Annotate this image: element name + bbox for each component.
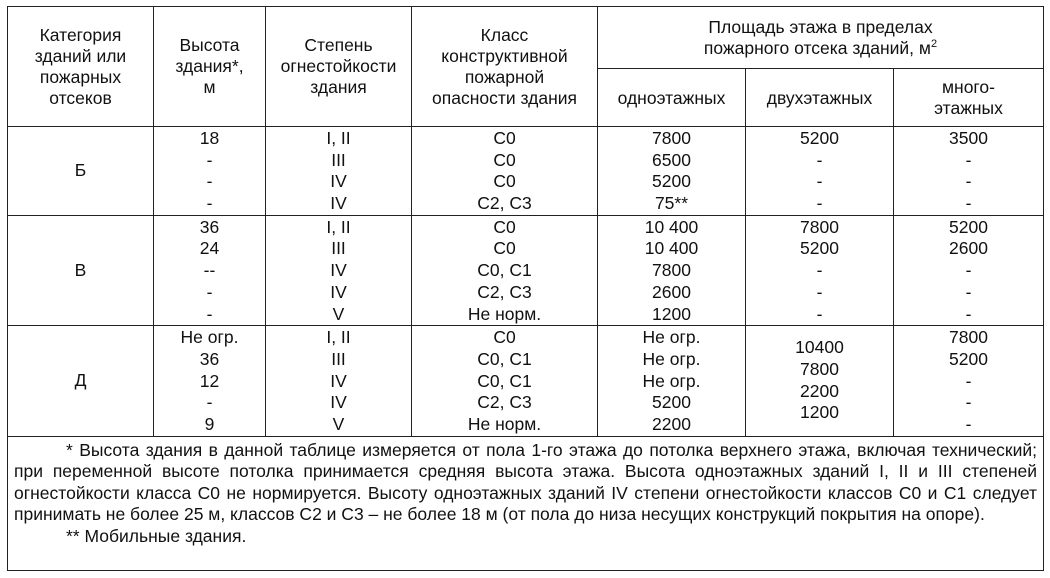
cell-value: - xyxy=(816,303,823,324)
cell-value: 36 xyxy=(199,348,220,369)
header-category-line: отсеков xyxy=(49,87,112,108)
notes-cell xyxy=(8,436,1044,570)
cell-value: - xyxy=(816,260,823,281)
cell-value: -- xyxy=(203,260,216,281)
fire-compartment-table xyxy=(7,6,1044,571)
cell-value: Не норм. xyxy=(467,413,542,434)
header-floor-area xyxy=(598,7,1044,69)
header-category xyxy=(8,7,154,127)
cell-value: - xyxy=(816,281,823,302)
cell-value: С0 xyxy=(493,171,516,192)
cell-value: - xyxy=(206,193,213,214)
header-floor-area-line xyxy=(598,38,1043,59)
table-row-group-d xyxy=(8,326,1044,436)
header-fire-resistance-line: Степень xyxy=(304,35,373,55)
cell-value: 5200 xyxy=(652,171,691,192)
cell-value: III xyxy=(331,149,346,170)
cell-value: С2, С3 xyxy=(477,193,532,214)
category-cell: В xyxy=(8,215,154,325)
cell-value: 7800 xyxy=(800,358,839,379)
header-fire-resistance-line: здания xyxy=(310,77,367,97)
document-page xyxy=(7,6,1043,566)
cell-value: I, II xyxy=(326,327,351,348)
cell-value: Не норм. xyxy=(467,303,542,324)
cell-value: 5200 xyxy=(949,348,988,369)
cell-value: - xyxy=(965,370,972,391)
cell-value: С0 xyxy=(493,238,516,259)
cell-value: 5200 xyxy=(652,392,691,413)
degree-cell xyxy=(266,215,412,325)
cell-value: - xyxy=(965,413,972,434)
table-row-group-b xyxy=(8,127,1044,216)
footnote-mobile: ** Мобильные здания. xyxy=(66,525,247,546)
cell-value: I, II xyxy=(326,216,351,237)
cell-value: 7800 xyxy=(800,216,839,237)
two-storey-cell xyxy=(746,326,894,436)
one-storey-cell xyxy=(598,326,746,436)
cell-value: - xyxy=(206,171,213,192)
cell-value: IV xyxy=(330,281,347,302)
two-storey-values xyxy=(746,327,893,424)
cell-value: Не огр. xyxy=(642,327,701,348)
cell-value: 5200 xyxy=(800,238,839,259)
cell-value: - xyxy=(965,303,972,324)
height-cell xyxy=(154,215,266,325)
multi-storey-cell xyxy=(894,127,1044,216)
multi-storey-cell xyxy=(894,326,1044,436)
cell-value: Не огр. xyxy=(642,370,701,391)
header-height-line: м xyxy=(203,77,216,97)
header-two-storey: двухэтажных xyxy=(746,69,894,127)
cell-value: 5200 xyxy=(800,128,839,148)
cell-value: - xyxy=(965,149,972,170)
cell-value: 18 xyxy=(199,128,220,148)
header-structural-class-line: опасности здания xyxy=(432,87,577,108)
cell-value: 2600 xyxy=(652,281,691,302)
degree-cell xyxy=(266,127,412,216)
cell-value: 6500 xyxy=(652,149,691,170)
cell-value: 9 xyxy=(204,413,215,434)
cell-value: 1200 xyxy=(800,402,839,423)
header-category-line: Категория xyxy=(39,24,122,45)
cell-value: - xyxy=(965,281,972,302)
cell-value: 5200 xyxy=(949,216,988,237)
header-structural-class-line: пожарной xyxy=(464,66,545,87)
notes-row xyxy=(8,436,1044,570)
header-multi-storey-line: много- xyxy=(942,76,995,97)
class-cell xyxy=(412,326,598,436)
header-structural-class xyxy=(412,7,598,127)
cell-value: С0 xyxy=(493,128,516,148)
cell-value: - xyxy=(965,193,972,214)
cell-value: С0, С1 xyxy=(477,260,532,281)
cell-value: - xyxy=(206,303,213,324)
cell-value: V xyxy=(332,303,345,324)
cell-value: 10 400 xyxy=(644,238,699,259)
cell-value: I, II xyxy=(326,128,351,148)
unit-superscript: 2 xyxy=(930,37,938,50)
cell-value: 10400 xyxy=(795,337,844,358)
cell-value: Не огр. xyxy=(642,348,701,369)
header-row-1 xyxy=(8,7,1044,69)
cell-value: С0 xyxy=(493,327,516,348)
cell-value: III xyxy=(331,348,346,369)
cell-value: - xyxy=(816,193,823,214)
degree-cell xyxy=(266,326,412,436)
category-cell: Д xyxy=(8,326,154,436)
table-row-group-v xyxy=(8,215,1044,325)
cell-value: IV xyxy=(330,171,347,192)
cell-value: 2200 xyxy=(652,413,691,434)
cell-value: - xyxy=(965,260,972,281)
cell-value: IV xyxy=(330,370,347,391)
multi-storey-cell xyxy=(894,215,1044,325)
cell-value: 2600 xyxy=(949,238,988,259)
header-fire-resistance-line: огнестойкости xyxy=(280,56,397,76)
cell-value: С0, С1 xyxy=(477,348,532,369)
cell-value: С2, С3 xyxy=(477,392,532,413)
cell-value: 7800 xyxy=(652,128,691,148)
two-storey-cell xyxy=(746,215,894,325)
cell-value: 3500 xyxy=(949,128,988,148)
header-height xyxy=(154,7,266,127)
cell-value: III xyxy=(331,238,346,259)
cell-value: Не огр. xyxy=(180,327,239,348)
header-height-line: здания*, xyxy=(175,56,244,76)
cell-value: IV xyxy=(330,260,347,281)
header-multi-storey xyxy=(894,69,1044,127)
header-floor-area-line: Площадь этажа в пределах xyxy=(708,16,933,37)
header-one-storey: одноэтажных xyxy=(598,69,746,127)
cell-value: - xyxy=(206,149,213,170)
cell-value: С0 xyxy=(493,149,516,170)
header-multi-storey-line: этажных xyxy=(934,97,1003,118)
header-fire-resistance xyxy=(266,7,412,127)
class-cell xyxy=(412,215,598,325)
cell-value: С2, С3 xyxy=(477,281,532,302)
footnote-height: * Высота здания в данной таблице измеряется от пола 1-го этажа до потолка верхнего этажа, включая технический; при переменной высоте потолка принимается средняя высота этажа. Высота одноэтажных зданий I, II и III степеней огнестойкости класса С0 не нормируется. Высоту одноэтажных зданий IV степени огнестойкости классов С0 и С1 следует принимать не более 25 м, классов С2 и С3 – не более 18 м (от пола до низа несущих конструкций покрытия на опоре). xyxy=(14,439,1037,525)
category-cell: Б xyxy=(8,127,154,216)
header-structural-class-line: Класс xyxy=(480,24,529,45)
cell-value: 7800 xyxy=(949,327,988,348)
height-cell xyxy=(154,326,266,436)
header-height-line: Высота xyxy=(179,35,240,55)
cell-value: 12 xyxy=(199,370,220,391)
class-cell xyxy=(412,127,598,216)
cell-value: V xyxy=(332,413,345,434)
cell-value: 7800 xyxy=(652,260,691,281)
cell-value: С0 xyxy=(493,216,516,237)
cell-value: - xyxy=(965,392,972,413)
cell-value: - xyxy=(816,171,823,192)
cell-value: 2200 xyxy=(800,380,839,401)
cell-value: - xyxy=(965,171,972,192)
cell-value: - xyxy=(206,281,213,302)
cell-value: IV xyxy=(330,193,347,214)
two-storey-cell xyxy=(746,127,894,216)
height-cell xyxy=(154,127,266,216)
cell-value: IV xyxy=(330,392,347,413)
header-category-line: зданий или xyxy=(34,45,127,66)
cell-value: С0, С1 xyxy=(477,370,532,391)
cell-value: 75** xyxy=(654,193,689,214)
one-storey-cell xyxy=(598,215,746,325)
cell-value: 1200 xyxy=(652,303,691,324)
cell-value: - xyxy=(206,392,213,413)
cell-value: 24 xyxy=(199,238,220,259)
header-structural-class-line: конструктивной xyxy=(441,45,568,66)
header-floor-area-text: пожарного отсека зданий, м xyxy=(703,37,931,58)
one-storey-cell xyxy=(598,127,746,216)
cell-value: 36 xyxy=(199,216,220,237)
cell-value: 10 400 xyxy=(644,216,699,237)
header-category-line: пожарных xyxy=(39,66,122,87)
cell-value: - xyxy=(816,149,823,170)
